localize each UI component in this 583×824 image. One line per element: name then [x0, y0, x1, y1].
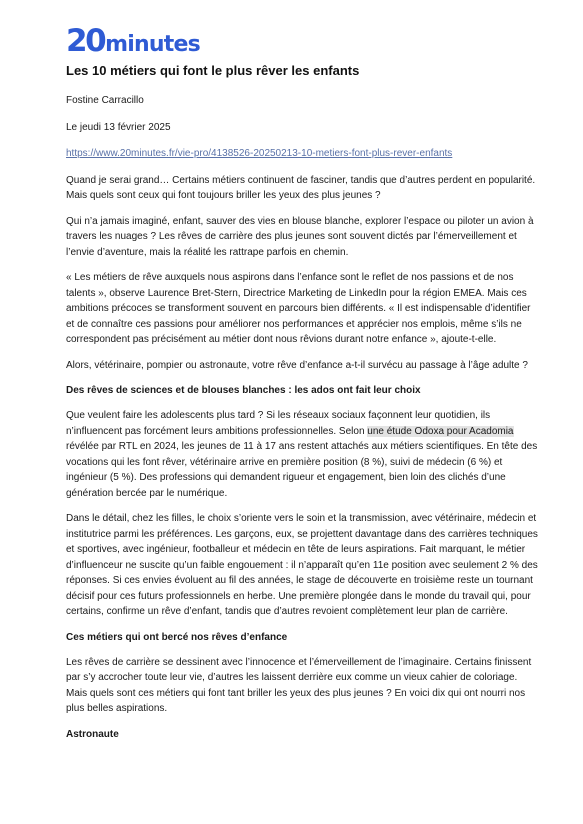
- brand-logo[interactable]: [66, 24, 539, 58]
- article-author: Fostine Carracillo: [66, 95, 144, 106]
- logo-number: 20: [66, 23, 105, 59]
- intro-paragraph-4: Alors, vétérinaire, pompier ou astronaute, votre rêve d’enfance a-t-il survécu au passage à l’âge adulte ?: [66, 359, 528, 371]
- logo-word: minutes: [105, 32, 200, 57]
- article-url-link[interactable]: https://www.20minutes.fr/vie-pro/4138526-20250213-10-metiers-font-plus-rever-enfants: [66, 148, 453, 159]
- article-date: Le jeudi 13 février 2025: [66, 121, 171, 133]
- article-title: Les 10 métiers qui font le plus rêver les enfants: [66, 63, 360, 78]
- intro-paragraph-1: Quand je serai grand… Certains métiers continuent de fasciner, tandis que d’autres perdent en popularité. Mais quels sont ceux qui font toujours briller les yeux des plus jeunes ?: [66, 174, 536, 201]
- section-heading-2: Ces métiers qui ont bercé nos rêves d’enfance: [66, 631, 288, 643]
- intro-paragraph-3: « Les métiers de rêve auxquels nous aspirons dans l’enfance sont le reflet de nos passions et de nos talents », observe Laurence Bret-Stern, Directrice Marketing de LinkedIn pour la région EMEA. Mais ces ambitions précoces se transforment souvent en parcours bien différents. « Il est indispensable d’identifier et de connaître ces passions pour améliorer nos performances et apprécier nos emplois, même s’ils ne correspondent pas précisément au métier dont nous rêvions durant notre enfance », ajoute-t-elle.: [66, 272, 531, 345]
- section2-paragraph-1: Les rêves de carrière se dessinent avec l’innocence et l’émerveillement de l’imaginaire. Certains finissent par s’y accrocher toute leur vie, d’autres les laissent derrière eux comme un vieux cahier de coloriage. Mais quels sont ces métiers qui font tant briller les yeux des plus jeunes ? En voici dix qui ont nourri nos plus belles aspirations.: [66, 656, 532, 714]
- study-link[interactable]: une étude Odoxa pour Acadomia: [367, 425, 514, 437]
- section-heading-1: Des rêves de sciences et de blouses blanches : les ados ont fait leur choix: [66, 385, 421, 396]
- section1-p1-after: révélée par RTL en 2024, les jeunes de 11 à 17 ans restent attachés aux métiers scientifiques. En tête des vocations qui les font rêver, vétérinaire arrive en première position (8 %), suivi de médecin (6 %) et ingénieur (5 %). Des professions qui demandent rigueur et engagement, bien loin des clichés d’une génération bercée par le numérique.: [66, 441, 538, 499]
- section-heading-3: Astronaute: [66, 728, 119, 740]
- section1-p1-before: Que veulent faire les adolescents plus tard ? Si les réseaux sociaux façonnent leur quotidien, ils n’influencent pas forcément leurs ambitions professionnelles. Selon: [66, 410, 491, 437]
- section1-paragraph-1: [66, 408, 539, 501]
- intro-paragraph-2: Qui n’a jamais imaginé, enfant, sauver des vies en blouse blanche, explorer l’espace ou piloter un avion à travers les nuages ? Les rêves de carrière des plus jeunes sont souvent dictés par l’émerveillement et l’envie d’aventure, mais la réalité les rattrape parfois en chemin.: [66, 215, 534, 258]
- section1-paragraph-2: Dans le détail, chez les filles, le choix s’oriente vers le soin et la transmission, avec vétérinaire, médecin et institutrice parmi les préférences. Les garçons, eux, se projettent davantage dans des carrières techniques et sportives, avec ingénieur, footballeur et médecin en tête de leurs aspirations. Fait marquant, le métier d’influenceur ne suscite qu’un faible engouement : il n’apparaît qu’en 11e position avec seulement 2 % des réponses. Si ces envies évoluent au fil des années, le stage de découverte en troisième reste un tournant décisif pour ces futurs professionnels en herbe. Une première plongée dans le monde du travail qui, pour certains, confirme un rêve d’enfant, tandis que d’autres revoient complètement leur plan de carrière.: [66, 513, 538, 617]
